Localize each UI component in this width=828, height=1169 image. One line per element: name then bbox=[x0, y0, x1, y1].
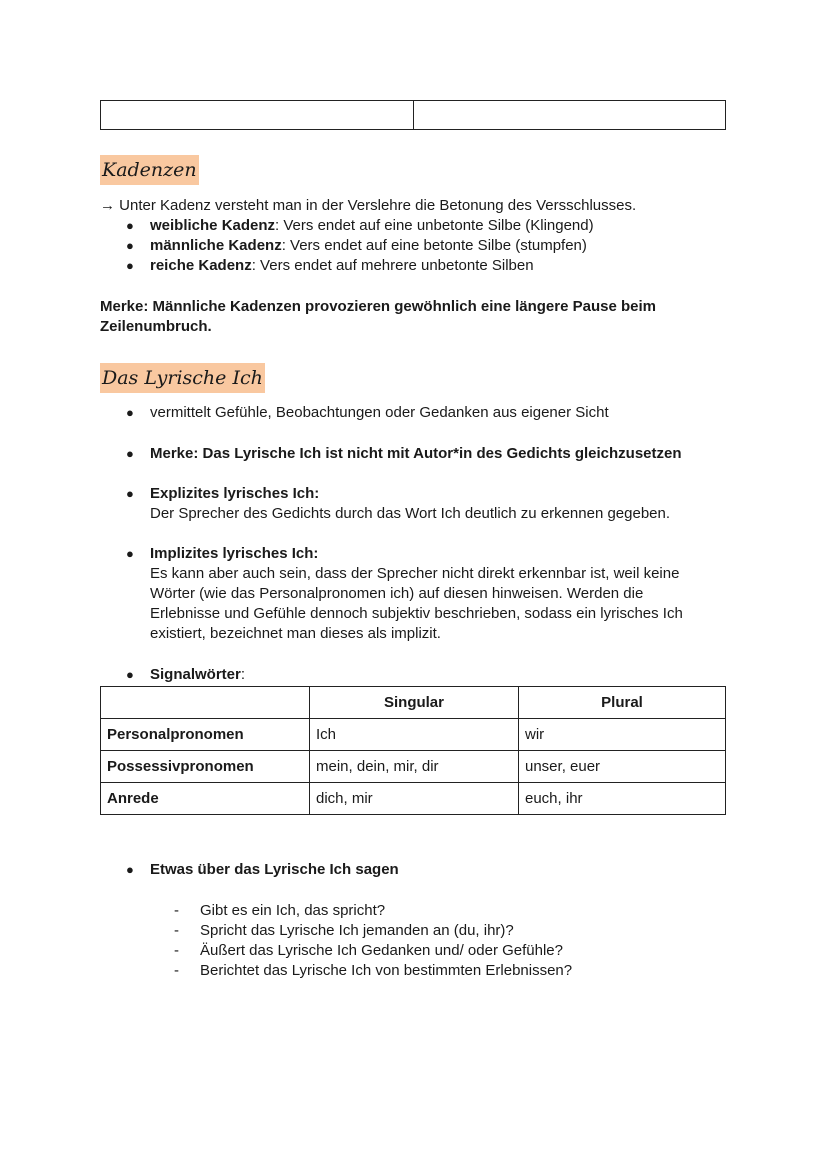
list-item bbox=[126, 444, 682, 464]
question-item bbox=[174, 941, 563, 961]
bullet-icon: ● bbox=[126, 238, 134, 253]
bullet-icon: ● bbox=[126, 405, 134, 420]
definition: : Vers endet auf mehrere unbetonte Silben bbox=[251, 257, 534, 274]
dash-icon: - bbox=[174, 962, 179, 979]
list-item bbox=[126, 544, 318, 564]
table-header: Plural bbox=[519, 687, 726, 719]
merke-note: Merke: Männliche Kadenzen provozieren gewöhnlich eine längere Pause beim bbox=[100, 298, 656, 315]
bullet-icon: ● bbox=[126, 667, 134, 682]
table-cell: Personalpronomen bbox=[101, 719, 310, 751]
table-header: Singular bbox=[310, 687, 519, 719]
table-header-row bbox=[101, 687, 726, 719]
definition: : Vers endet auf eine unbetonte Silbe (Klingend) bbox=[275, 217, 594, 234]
dash-icon: - bbox=[174, 902, 179, 919]
implizit-text-line: Es kann aber auch sein, dass der Sprecher nicht direkt erkennbar ist, weil keine bbox=[150, 565, 680, 582]
question-item bbox=[174, 961, 572, 981]
bullet-icon: ● bbox=[126, 218, 134, 233]
list-item bbox=[126, 403, 609, 423]
question-text: Gibt es ein Ich, das spricht? bbox=[200, 902, 386, 919]
table-row bbox=[101, 751, 726, 783]
list-text: Merke: Das Lyrische Ich ist nicht mit Autor*in des Gedichts gleichzusetzen bbox=[150, 445, 682, 462]
empty-table-cell bbox=[413, 101, 726, 129]
table-cell: mein, dein, mir, dir bbox=[310, 751, 519, 783]
list-item bbox=[126, 216, 594, 236]
table-cell: Ich bbox=[310, 719, 519, 751]
explizit-text: Der Sprecher des Gedichts durch das Wort Ich deutlich zu erkennen gegeben. bbox=[150, 505, 671, 522]
empty-table-cell bbox=[101, 101, 413, 129]
bullet-icon: ● bbox=[126, 486, 134, 501]
list-item bbox=[126, 665, 245, 685]
table-row bbox=[101, 783, 726, 815]
dash-icon: - bbox=[174, 942, 179, 959]
table-row bbox=[101, 719, 726, 751]
table-cell: unser, euer bbox=[519, 751, 726, 783]
empty-table bbox=[100, 100, 726, 130]
list-item bbox=[126, 484, 319, 504]
dash-icon: - bbox=[174, 922, 179, 939]
list-text: vermittelt Gefühle, Beobachtungen oder Gedanken aus eigener Sicht bbox=[150, 404, 609, 421]
definition: : Vers endet auf eine betonte Silbe (stumpfen) bbox=[281, 237, 587, 254]
implizit-title: Implizites lyrisches Ich: bbox=[150, 545, 319, 562]
bullet-icon: ● bbox=[126, 546, 134, 561]
question-text: Spricht das Lyrische Ich jemanden an (du, ihr)? bbox=[200, 922, 514, 939]
list-item bbox=[126, 256, 534, 276]
sagen-title: Etwas über das Lyrische Ich sagen bbox=[150, 861, 399, 878]
question-text: Berichtet das Lyrische Ich von bestimmten Erlebnissen? bbox=[200, 962, 573, 979]
table-cell: wir bbox=[519, 719, 726, 751]
implizit-text-line: Wörter (wie das Personalpronomen ich) auf diesen hinweisen. Werden die bbox=[150, 585, 644, 602]
term: reiche Kadenz bbox=[150, 257, 252, 274]
explizit-title: Explizites lyrisches Ich: bbox=[150, 485, 320, 502]
question-text: Äußert das Lyrische Ich Gedanken und/ oder Gefühle? bbox=[200, 942, 563, 959]
signalwoerter-table bbox=[100, 686, 726, 815]
term: männliche Kadenz bbox=[150, 237, 282, 254]
section-heading-kadenzen: Kadenzen bbox=[100, 155, 199, 185]
table-cell: euch, ihr bbox=[519, 783, 726, 815]
kadenz-intro: → Unter Kadenz versteht man in der Verslehre die Betonung des Versschlusses. bbox=[100, 197, 637, 214]
question-item bbox=[174, 921, 514, 941]
bullet-icon: ● bbox=[126, 446, 134, 461]
signal-title: Signalwörter bbox=[150, 666, 241, 683]
table-cell: Possessivpronomen bbox=[101, 751, 310, 783]
list-item bbox=[126, 860, 399, 880]
implizit-text-line: existiert, bezeichnet man dieses als implizit. bbox=[150, 625, 441, 642]
bullet-icon: ● bbox=[126, 258, 134, 273]
signal-colon: : bbox=[240, 666, 246, 683]
question-item bbox=[174, 901, 385, 921]
list-item bbox=[126, 236, 587, 256]
table-cell: dich, mir bbox=[310, 783, 519, 815]
bullet-icon: ● bbox=[126, 862, 134, 877]
table-cell: Anrede bbox=[101, 783, 310, 815]
section-heading-lyrisches-ich: Das Lyrische Ich bbox=[100, 363, 265, 393]
term: weibliche Kadenz bbox=[150, 217, 276, 234]
merke-note-continued: Zeilenumbruch. bbox=[100, 318, 212, 335]
implizit-text-line: Erlebnisse und Gefühle dennoch subjektiv beschrieben, sodass ein lyrisches Ich bbox=[150, 605, 683, 622]
table-header bbox=[101, 687, 310, 719]
